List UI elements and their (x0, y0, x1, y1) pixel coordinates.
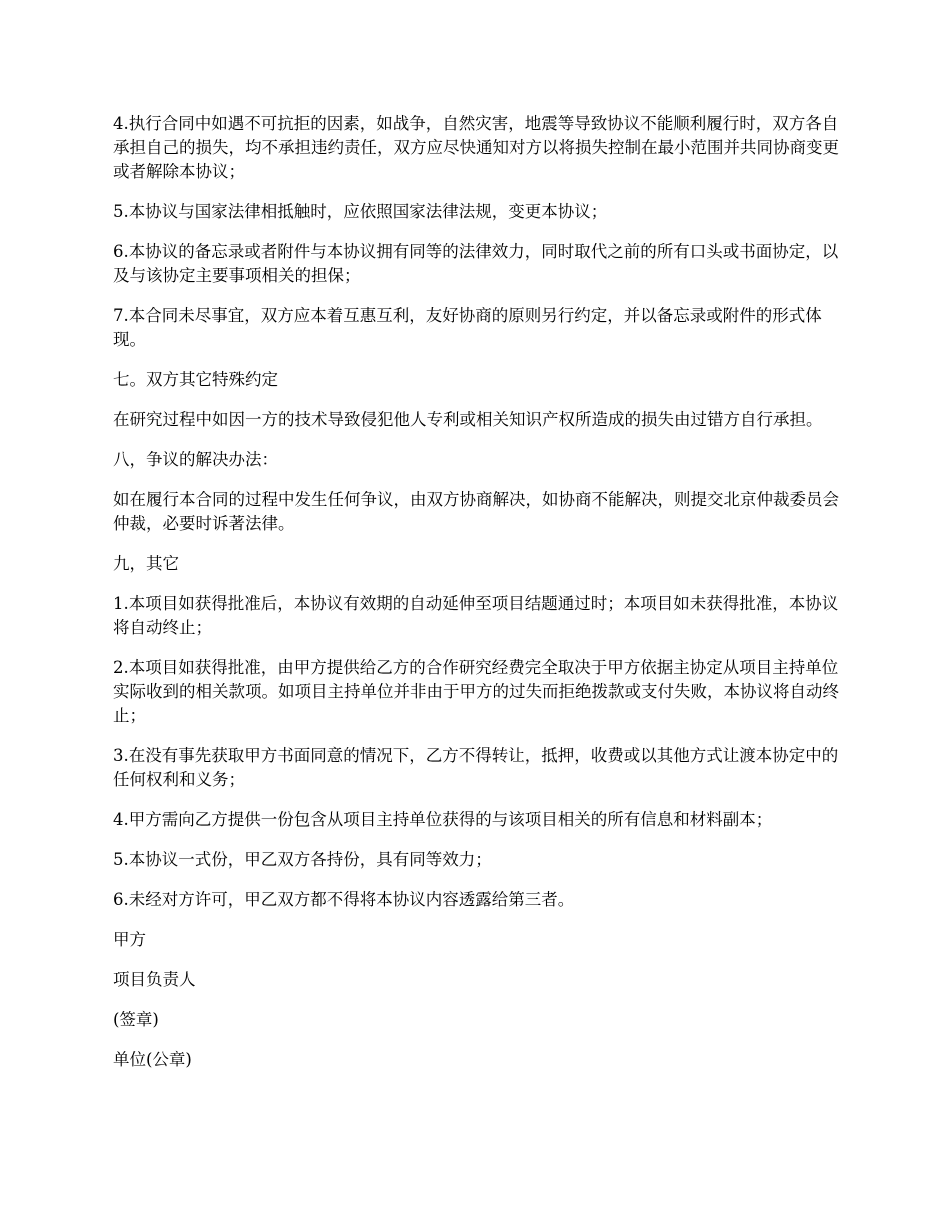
clause-5-legal-conflict: 5.本协议与国家法律相抵触时，应依照国家法律法规，变更本协议； (113, 202, 608, 221)
section-9-heading: 九，其它 (113, 554, 179, 573)
section-9-item-4: 4.甲方需向乙方提供一份包含从项目主持单位获得的与该项目相关的所有信息和材料副本； (113, 810, 773, 829)
document-page (113, 112, 841, 1088)
clause-7-unresolved-matters: 7.本合同未尽事宜，双方应本着互惠互利，友好协商的原则另行约定，并以备忘录或附件的形式体现。 (113, 306, 822, 349)
section-7-heading: 七。双方其它特殊约定 (113, 370, 278, 389)
section-8-heading: 八，争议的解决办法： (113, 450, 278, 469)
signature-unit-seal: 单位(公章) (113, 1050, 192, 1069)
section-9-item-6: 6.未经对方许可，甲乙双方都不得将本协议内容透露给第三者。 (113, 890, 575, 909)
clause-4-force-majeure: 4.执行合同中如遇不可抗拒的因素，如战争，自然灾害，地震等导致协议不能顺利履行时，双方各自承担自己的损失，均不承担违约责任，双方应尽快通知对方以将损失控制在最小范围并共同协商变更或者解除本协议； (113, 114, 839, 181)
section-8-body: 如在履行本合同的过程中发生任何争议，由双方协商解决，如协商不能解决，则提交北京仲裁委员会仲裁，必要时诉著法律。 (113, 490, 839, 533)
signature-party-a: 甲方 (113, 930, 146, 949)
clause-6-memorandum: 6.本协议的备忘录或者附件与本协议拥有同等的法律效力，同时取代之前的所有口头或书面协定，以及与该协定主要事项相关的担保； (113, 242, 839, 285)
section-9-item-2: 2.本项目如获得批准，由甲方提供给乙方的合作研究经费完全取决于甲方依据主协定从项目主持单位实际收到的相关款项。如项目主持单位并非由于甲方的过失而拒绝拨款或支付失败，本协议将自动终止； (113, 658, 839, 725)
signature-seal: (签章) (113, 1010, 159, 1029)
section-7-body: 在研究过程中如因一方的技术导致侵犯他人专利或相关知识产权所造成的损失由过错方自行承担。 (113, 410, 823, 429)
section-9-item-5: 5.本协议一式份，甲乙双方各持份，具有同等效力； (113, 850, 492, 869)
section-9-item-3: 3.在没有事先获取甲方书面同意的情况下，乙方不得转让，抵押，收费或以其他方式让渡本协定中的任何权利和义务； (113, 746, 839, 789)
section-9-item-1: 1.本项目如获得批准后，本协议有效期的自动延伸至项目结题通过时；本项目如未获得批准，本协议将自动终止； (113, 594, 839, 637)
signature-project-lead: 项目负责人 (113, 970, 196, 989)
